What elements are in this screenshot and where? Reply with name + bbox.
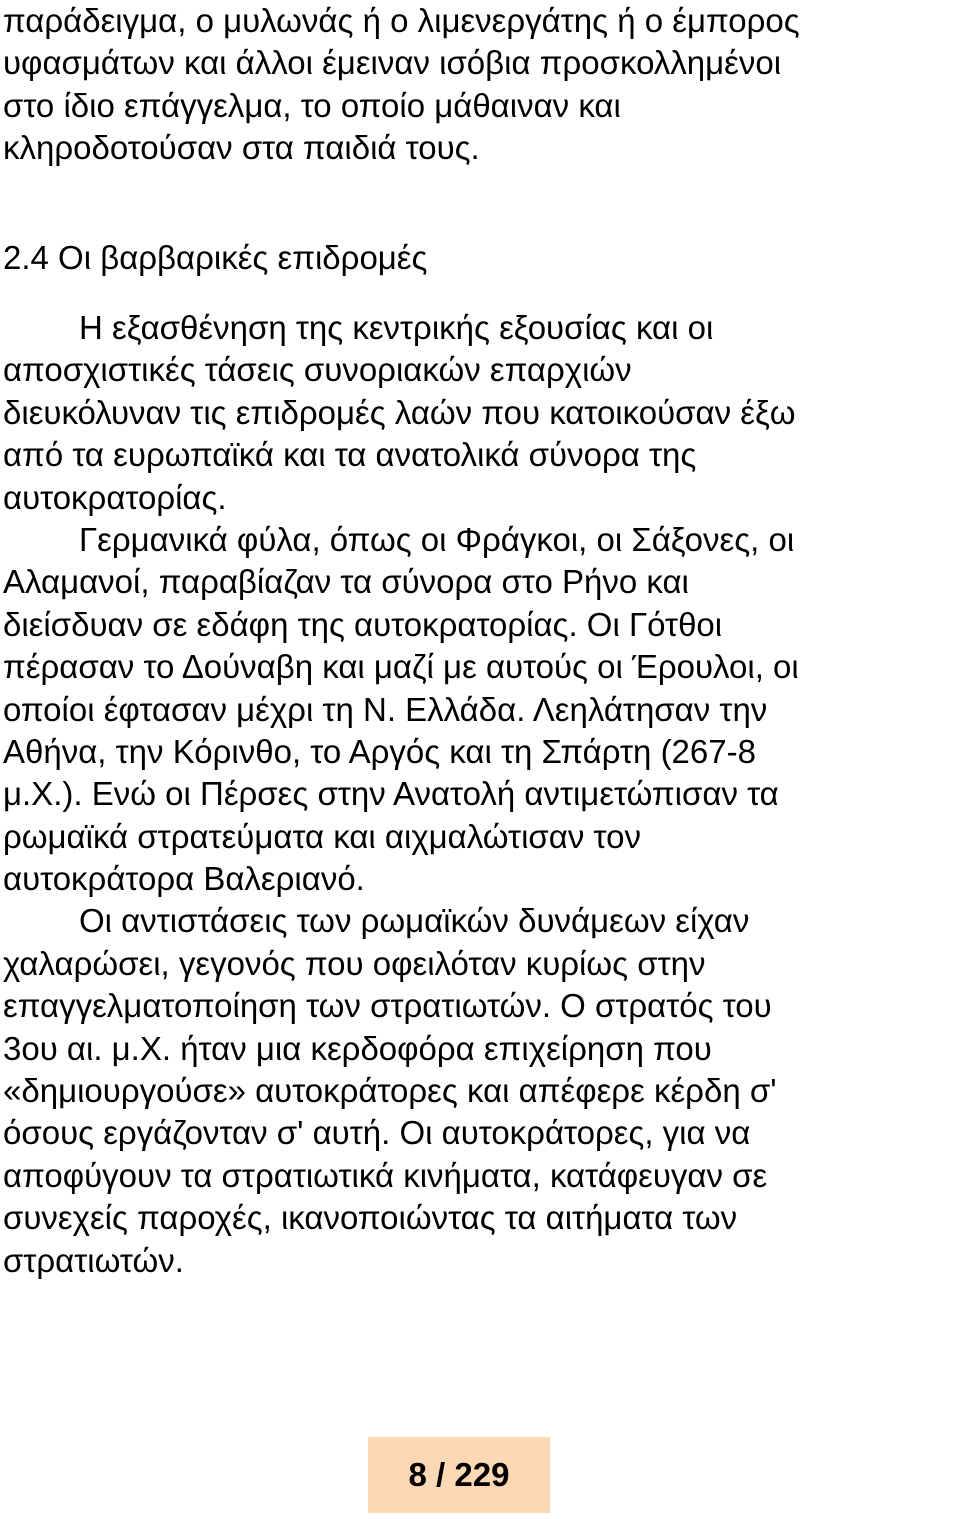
section-heading: 2.4 Οι βαρβαρικές επιδρομές (3, 239, 428, 276)
text-line: Η εξασθένηση της κεντρικής εξουσίας και οι (79, 309, 714, 346)
text-line: παράδειγμα, ο μυλωνάς ή ο λιμενεργάτης ή ο έμπορος (3, 2, 800, 39)
text-line: στο ίδιο επάγγελμα, το οποίο μάθαιναν και (3, 86, 621, 124)
text-line: αποσχιστικές τάσεις συνοριακών επαρχιών (3, 351, 632, 389)
intro-paragraph (3, 0, 958, 170)
text-line: 3ου αι. μ.Χ. ήταν μια κερδοφόρα επιχείρηση που (3, 1029, 712, 1067)
text-line: όσους εργάζονταν σ' αυτή. Οι αυτοκράτορες, για να (3, 1114, 751, 1152)
text-line: μ.Χ.). Ενώ οι Πέρσες στην Ανατολή αντιμετώπισαν τα (3, 775, 779, 813)
page-number-indicator (368, 1437, 550, 1513)
text-line: πέρασαν το Δούναβη και μαζί με αυτούς οι Έρουλοι, οι (3, 648, 799, 686)
text-line: Γερμανικά φύλα, όπως οι Φράγκοι, οι Σάξονες, οι (79, 520, 795, 558)
text-line: στρατιωτών. (3, 1241, 184, 1279)
text-line: διείσδυαν σε εδάφη της αυτοκρατορίας. Οι Γότθοι (3, 605, 723, 643)
text-line: Αλαμανοί, παραβίαζαν τα σύνορα στο Ρήνο και (3, 563, 689, 601)
text-line: χαλαρώσει, γεγονός που οφειλόταν κυρίως στην (3, 944, 706, 982)
text-line: «δημιουργούσε» αυτοκράτορες και απέφερε κέρδη σ' (3, 1072, 777, 1110)
text-line: Αθήνα, την Κόρινθο, το Αργός και τη Σπάρτη (267-8 (3, 732, 756, 770)
text-line: κληροδοτούσαν στα παιδιά τους. (3, 129, 480, 167)
text-line: αυτοκρατορίας. (3, 478, 227, 516)
text-line: από τα ευρωπαϊκά και τα ανατολικά σύνορα της (3, 436, 697, 474)
text-line: ρωμαϊκά στρατεύματα και αιχμαλώτισαν τον (3, 817, 641, 855)
text-line: συνεχείς παροχές, ικανοποιώντας τα αιτήματα των (3, 1199, 738, 1237)
text-line: διευκόλυναν τις επιδρομές λαών που κατοικούσαν έξω (3, 393, 796, 431)
section-body (3, 307, 958, 1282)
text-line: Οι αντιστάσεις των ρωμαϊκών δυνάμεων είχαν (79, 902, 750, 940)
text-line: επαγγελματοποίηση των στρατιωτών. Ο στρατός του (3, 987, 772, 1025)
text-line: υφασμάτων και άλλοι έμειναν ισόβια προσκολλημένοι (3, 44, 782, 82)
page-number-text: 8 / 229 (408, 1456, 510, 1493)
text-line: οποίοι έφτασαν μέχρι τη Ν. Ελλάδα. Λεηλάτησαν την (3, 690, 768, 728)
text-line: αποφύγουν τα στρατιωτικά κινήματα, κατάφευγαν σε (3, 1156, 768, 1194)
text-line: αυτοκράτορα Βαλεριανό. (3, 860, 365, 898)
